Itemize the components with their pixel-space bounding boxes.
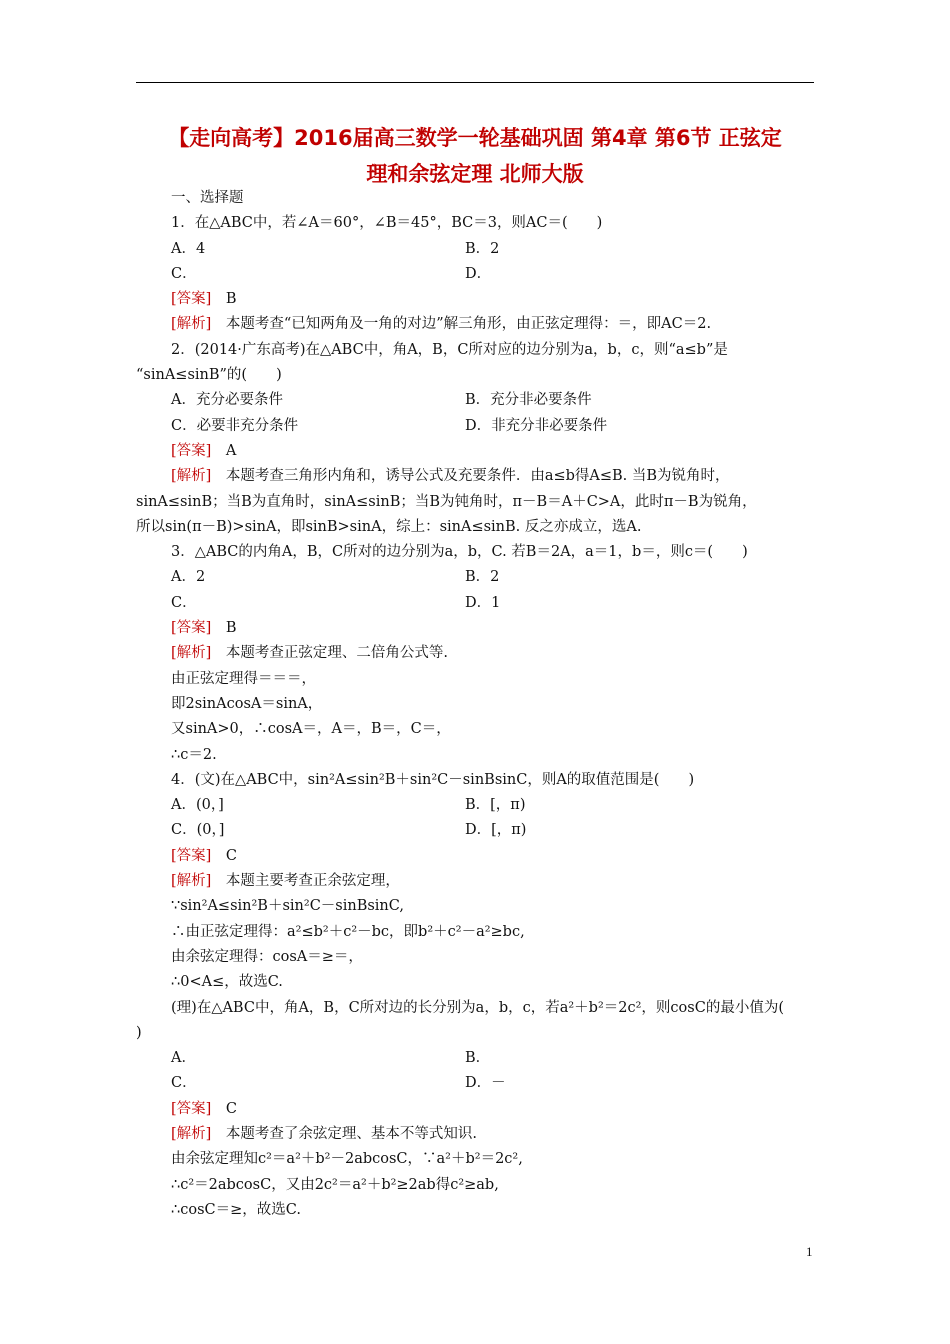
text-line — [136, 920, 826, 945]
text-line — [136, 515, 826, 540]
text-line — [136, 768, 826, 793]
option-right: B．充分非必要条件 — [465, 392, 592, 409]
line-text: 本题主要考查正余弦定理， — [211, 873, 400, 890]
line-text: “sinA≤sinB”的( ) — [136, 367, 282, 384]
answer-line — [136, 869, 826, 894]
text-line — [136, 1198, 826, 1223]
answer-line — [136, 1097, 826, 1122]
answer-line — [136, 312, 826, 337]
document-body — [136, 186, 826, 1223]
option-left: C．(0，] — [171, 822, 225, 839]
answer-label: [解析] — [171, 873, 212, 890]
line-text: ∴cosC＝≥，故选C. — [171, 1201, 301, 1218]
option-row — [136, 1071, 826, 1096]
line-text: 本题考查三角形内角和，诱导公式及充要条件．由a≤b得A≤B. 当B为锐角时， — [211, 468, 730, 485]
line-text: (理)在△ABC中，角A，B，C所对边的长分别为a，b，c，若a²＋b²＝2c²，则cosC的最小值为( — [171, 999, 784, 1016]
answer-line — [136, 844, 826, 869]
option-row — [136, 237, 826, 262]
line-text: ) — [136, 1024, 142, 1041]
text-line — [136, 945, 826, 970]
option-right: D．1 — [465, 594, 501, 611]
option-row — [136, 565, 826, 590]
answer-label: [解析] — [171, 316, 212, 333]
answer-label: [答案] — [171, 291, 212, 308]
line-text: 3．△ABC的内角A，B，C所对的边分别为a，b，C. 若B＝2A，a＝1，b＝，则c＝( ) — [171, 544, 748, 561]
line-text: C — [211, 847, 237, 864]
line-text: ∴0<A≤，故选C. — [171, 974, 283, 991]
option-left: A． — [171, 1050, 196, 1067]
option-right: B． — [465, 1050, 491, 1067]
text-line — [136, 743, 826, 768]
option-row — [136, 818, 826, 843]
text-line — [136, 970, 826, 995]
line-text: 由余弦定理知c²＝a²＋b²－2abcosC，∵a²＋b²＝2c², — [171, 1151, 523, 1168]
line-text: ∴c²＝2abcosC，又由2c²＝a²＋b²≥2ab得c²≥ab, — [171, 1176, 499, 1193]
answer-label: [答案] — [171, 442, 212, 459]
text-line — [136, 1173, 826, 1198]
title-line-1: 【走向高考】2016届高三数学一轮基础巩固 第4章 第6节 正弦定 — [168, 126, 782, 150]
option-row — [136, 414, 826, 439]
answer-label: [答案] — [171, 620, 212, 637]
answer-label: [解析] — [171, 645, 212, 662]
line-text: A — [211, 442, 237, 459]
option-row — [136, 1046, 826, 1071]
page-number: 1 — [806, 1244, 813, 1259]
answer-label: [答案] — [171, 847, 212, 864]
option-right: D．[，π) — [465, 822, 527, 839]
line-text: 由正弦定理得＝＝＝， — [171, 670, 316, 687]
line-text: 即2sinAcosA＝sinA， — [171, 695, 323, 712]
answer-label: [答案] — [171, 1100, 212, 1117]
line-text: 由余弦定理得：cosA＝≥＝， — [171, 948, 363, 965]
option-row — [136, 793, 826, 818]
line-text: B — [211, 620, 237, 637]
answer-line — [136, 1122, 826, 1147]
header-rule — [136, 82, 814, 83]
text-line — [136, 338, 826, 363]
text-line — [136, 1021, 826, 1046]
line-text: 1．在△ABC中，若∠A＝60°，∠B＝45°，BC＝3，则AC＝( ) — [171, 215, 603, 232]
option-right: B．2 — [465, 569, 500, 586]
option-row — [136, 388, 826, 413]
option-left: A．4 — [171, 240, 206, 257]
line-text: 又sinA>0，∴cosA＝，A＝，B＝，C＝， — [171, 721, 451, 738]
text-line — [136, 717, 826, 742]
text-line — [136, 363, 826, 388]
line-text: B — [211, 291, 237, 308]
option-left: A．2 — [171, 569, 206, 586]
line-text: C — [211, 1100, 237, 1117]
document-title — [136, 120, 814, 192]
option-right: D． — [465, 265, 492, 282]
answer-label: [解析] — [171, 1125, 212, 1142]
text-line — [136, 692, 826, 717]
line-text: sinA≤sinB；当B为直角时，sinA≤sinB；当B为钝角时，π－B＝A＋C>A，此时π－B为锐角， — [136, 493, 757, 510]
line-text: 本题考查了余弦定理、基本不等式知识. — [211, 1125, 477, 1142]
text-line — [136, 1147, 826, 1172]
line-text: 所以sin(π－B)>sinA，即sinB>sinA，综上：sinA≤sinB. 反之亦成立，选A. — [136, 518, 642, 535]
answer-line — [136, 439, 826, 464]
text-line — [136, 211, 826, 236]
text-line — [136, 894, 826, 919]
option-left: A．充分必要条件 — [171, 392, 283, 409]
option-right: B．2 — [465, 240, 500, 257]
answer-line — [136, 287, 826, 312]
option-right: D．非充分非必要条件 — [465, 417, 608, 434]
line-text: 4．(文)在△ABC中，sin²A≤sin²B＋sin²C－sinBsinC，则A的取值范围是( ) — [171, 771, 695, 788]
line-text: 一、选择题 — [171, 190, 244, 206]
text-line — [136, 667, 826, 692]
answer-label: [解析] — [171, 468, 212, 485]
option-left: A．(0，] — [171, 797, 224, 814]
option-row — [136, 262, 826, 287]
text-line — [136, 490, 826, 515]
line-text: ∵sin²A≤sin²B＋sin²C－sinBsinC, — [171, 898, 404, 915]
option-left: C．必要非充分条件 — [171, 417, 299, 434]
option-left: C． — [171, 265, 197, 282]
option-row — [136, 591, 826, 616]
text-line — [136, 996, 826, 1021]
title-line-2: 理和余弦定理 北师大版 — [366, 162, 584, 186]
line-text: ∴c＝2. — [171, 746, 217, 763]
text-line — [136, 186, 826, 211]
line-text: 本题考查“已知两角及一角的对边”解三角形，由正弦定理得：＝，即AC＝2. — [211, 316, 712, 333]
text-line — [136, 540, 826, 565]
answer-line — [136, 464, 826, 489]
line-text: 2．(2014·广东高考)在△ABC中，角A，B，C所对应的边分别为a，b，c，则“a≤b”是 — [171, 341, 728, 358]
option-left: C． — [171, 1075, 197, 1092]
answer-line — [136, 641, 826, 666]
line-text: 本题考查正弦定理、二倍角公式等. — [211, 645, 448, 662]
line-text: ∴由正弦定理得：a²≤b²＋c²－bc，即b²＋c²－a²≥bc, — [171, 923, 525, 940]
option-left: C． — [171, 594, 197, 611]
option-right: B．[，π) — [465, 797, 526, 814]
option-right: D．－ — [465, 1075, 506, 1092]
answer-line — [136, 616, 826, 641]
